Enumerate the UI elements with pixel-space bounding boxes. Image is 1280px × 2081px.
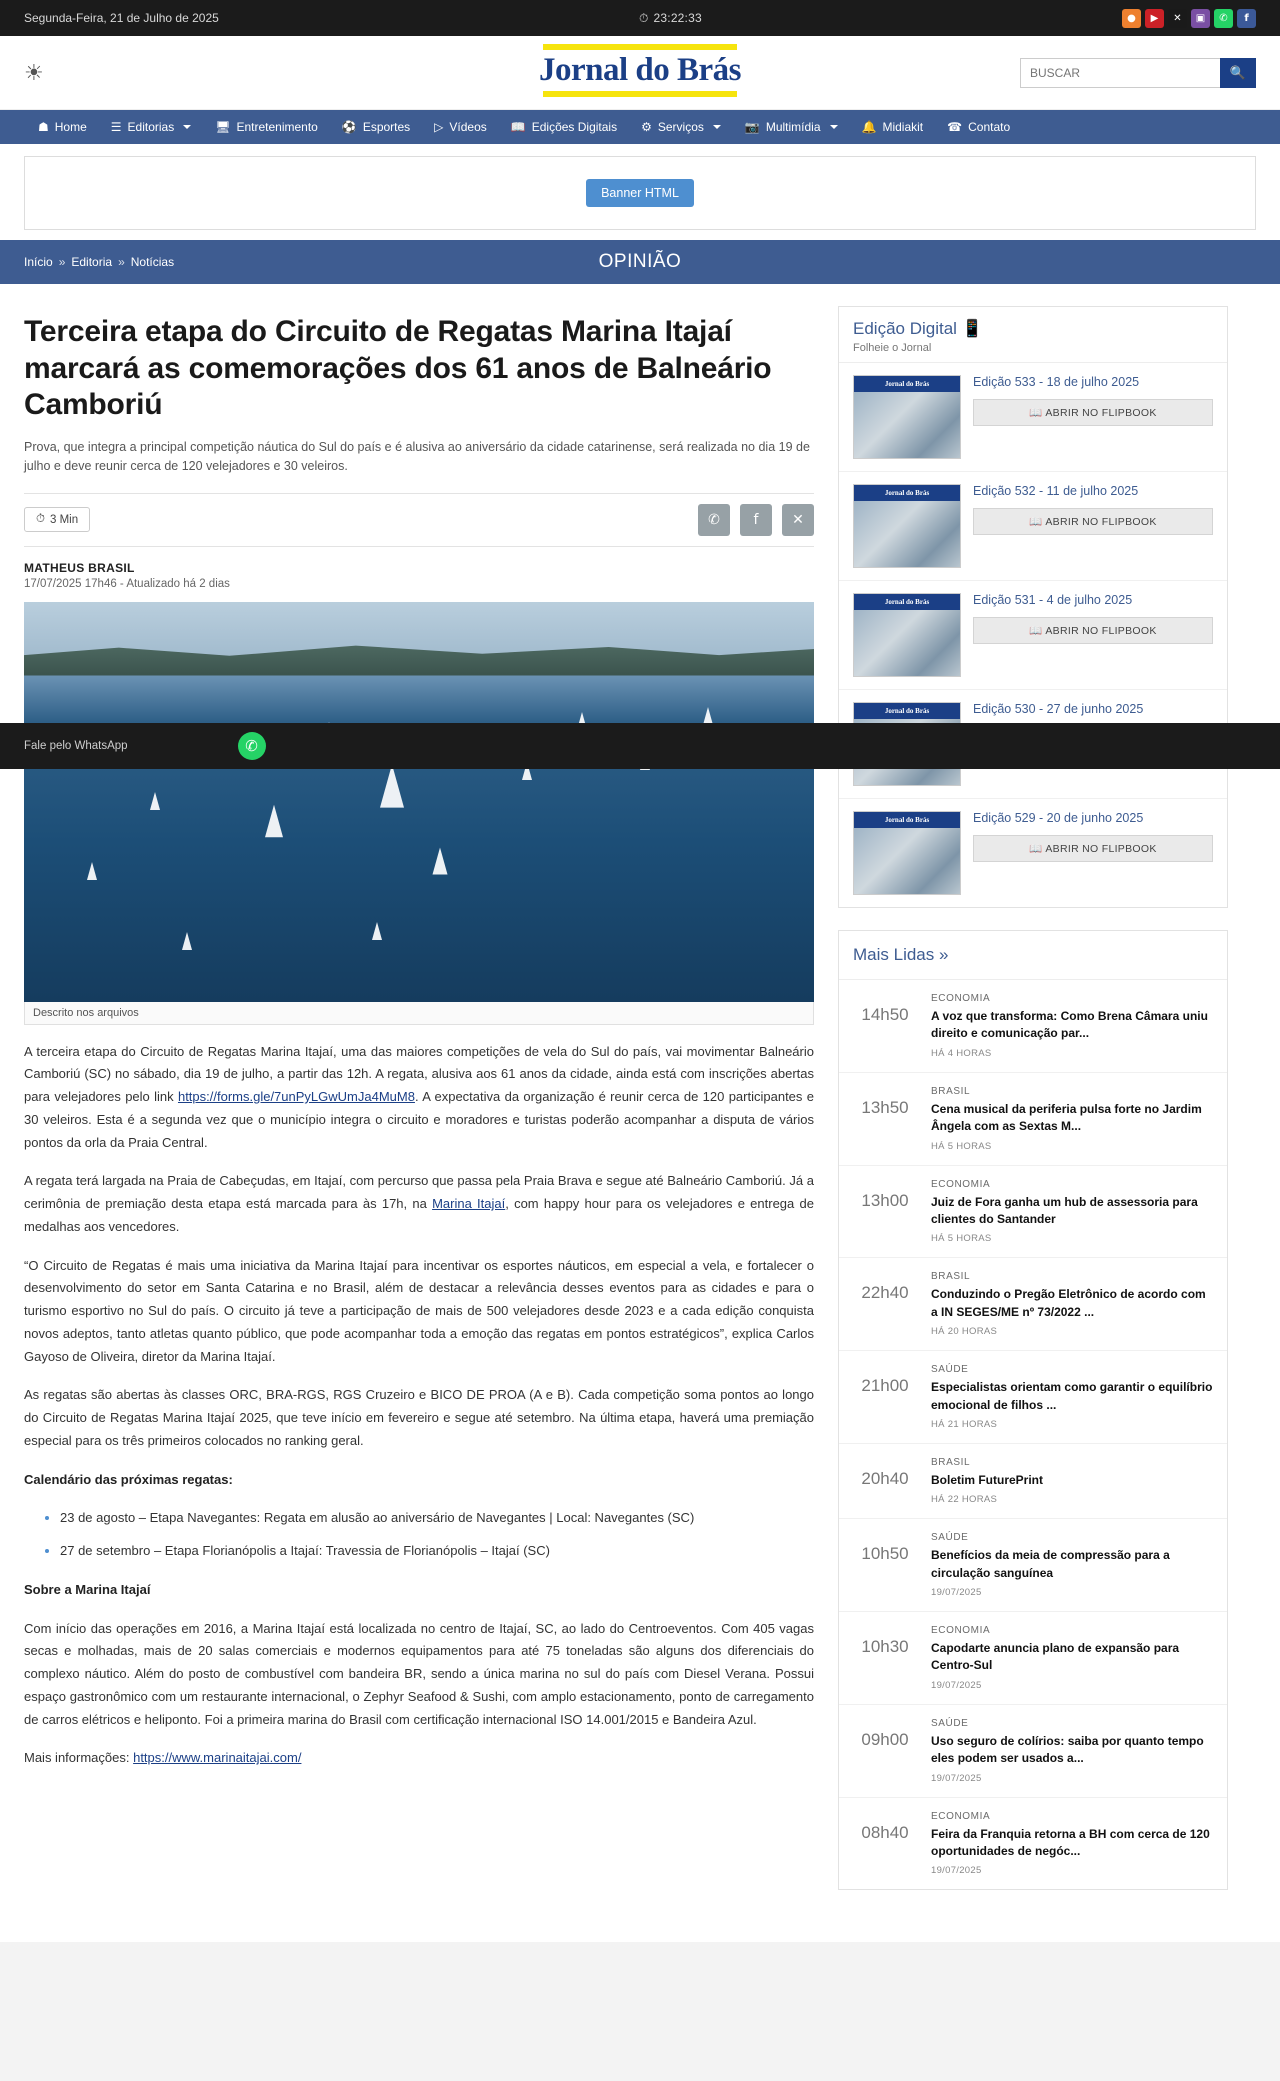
item-ago: HÁ 4 HORAS — [931, 1047, 992, 1059]
list-item[interactable] — [839, 581, 1227, 690]
site-header — [0, 36, 1280, 110]
tv-icon: 🖥 — [215, 120, 231, 134]
article-body — [24, 1041, 814, 1771]
breadcrumb-noticias[interactable]: Notícias — [130, 255, 175, 269]
item-category: ECONOMIA — [931, 1625, 991, 1637]
item-category: ECONOMIA — [931, 1178, 991, 1190]
nav-label: Editorias — [127, 120, 175, 134]
breadcrumb — [24, 255, 174, 269]
nav-item-home[interactable] — [24, 110, 99, 144]
open-flipbook-button[interactable]: 📖 ABRIR NO FLIPBOOK — [973, 835, 1213, 862]
x-share-button[interactable]: ✕ — [782, 504, 814, 536]
sailboat-icon — [380, 764, 404, 807]
open-flipbook-button[interactable]: 📖 ABRIR NO FLIPBOOK — [973, 399, 1213, 426]
item-body — [931, 1532, 1213, 1598]
sidebar — [838, 306, 1228, 1912]
list-item[interactable] — [839, 980, 1227, 1073]
sailboat-icon — [372, 922, 382, 940]
list-item[interactable] — [839, 1166, 1227, 1259]
item-category: SAÚDE — [931, 1717, 969, 1729]
clock — [219, 11, 1122, 26]
section-bar — [0, 240, 1280, 284]
item-title: Capodarte anuncia plano de expansão para Centro-Sul — [931, 1641, 1180, 1673]
article-paragraph: A regata terá largada na Praia de Cabeçudas, em Itajaí, com percurso que passa pela Praia Brava e segue até Balneário Camboriú. Já a cerimônia de premiação desta etapa está marcada para às 17h, na Marina Itajaí, com happy hour para os velejadores e entrega de medalhas aos vencedores. — [24, 1173, 814, 1234]
edition-info — [973, 484, 1213, 568]
nav-item-editorias[interactable] — [99, 110, 203, 144]
item-time: 21h00 — [861, 1376, 909, 1396]
item-time: 22h40 — [861, 1283, 909, 1303]
figure-caption: Descrito nos arquivos — [24, 1002, 814, 1025]
mobile-icon: 📱 — [961, 319, 983, 338]
about-heading-text: Sobre a Marina Itajaí — [24, 1581, 151, 1597]
thumb-masthead: Jornal do Brás — [854, 594, 960, 610]
item-ago: 19/07/2025 — [931, 1772, 982, 1784]
search-icon: 🔍 — [1229, 64, 1247, 80]
list-item: • 23 de agosto – Etapa Navegantes: Regata em alusão ao aniversário de Navegantes | Local: Navegantes (SC) — [60, 1507, 814, 1530]
thumb-image — [854, 610, 960, 676]
nav-item-entretenimento[interactable] — [203, 110, 330, 144]
sailboat-icon — [87, 862, 97, 880]
clock-icon: ⏱ — [36, 513, 45, 526]
list-item[interactable] — [839, 1612, 1227, 1705]
main-nav — [0, 110, 1280, 144]
edition-title: Edição 532 - 11 de julho 2025 — [973, 484, 1139, 498]
nav-item-esportes[interactable] — [330, 110, 422, 144]
banner-box — [24, 156, 1256, 230]
article-paragraph: A terceira etapa do Circuito de Regatas Marina Itajaí, uma das maiores competições de vela do Sul do país, vai movimentar Balneário Camboriú (SC) no sábado, dia 19 de julho, a partir das 12h. A regata, alusiva aos 61 anos da cidade, ainda está com inscrições abertas para velejadores pelo link https://forms.gle/7unPyLGwUmJa4MuM8. A expectativa da organização é reunir cerca de 120 participantes e 30 veleiros. Esta é a segunda vez que o município integra o circuito e moradores e turistas poderão acompanhar a disputa de vários pontos da orla da Praia Central. — [24, 1043, 814, 1150]
list-item[interactable] — [839, 1258, 1227, 1351]
digital-edition-title — [853, 319, 1213, 339]
clock-icon: ⏱ — [638, 10, 649, 25]
read-time-badge — [24, 507, 90, 532]
facebook-share-button[interactable]: f — [740, 504, 772, 536]
content-area — [0, 284, 1280, 1942]
list-item[interactable] — [839, 1798, 1227, 1890]
item-ago: HÁ 5 HORAS — [931, 1140, 992, 1152]
item-category: BRASIL — [931, 1085, 971, 1097]
item-time: 13h00 — [861, 1190, 909, 1210]
digital-edition-title-text: Edição Digital — [853, 319, 957, 338]
edition-info — [973, 375, 1213, 459]
chevron-down-icon — [713, 125, 721, 129]
item-body — [931, 1179, 1213, 1245]
ball-icon: ⚽ — [341, 120, 357, 134]
banner-html-button[interactable]: Banner HTML — [586, 179, 694, 207]
breadcrumb-editoria[interactable]: Editoria — [71, 255, 113, 269]
sun-icon[interactable]: ☀ — [24, 59, 44, 85]
item-time: 13h50 — [861, 1097, 909, 1117]
thumb-masthead: Jornal do Brás — [854, 703, 960, 719]
nav-item-edicoes-digitais[interactable] — [499, 110, 629, 144]
whatsapp-floating-bar[interactable] — [0, 723, 1280, 769]
flipbook-label: ABRIR NO FLIPBOOK — [1045, 516, 1157, 528]
item-title: Especialistas orientam como garantir o equilíbrio emocional de filhos ... — [931, 1380, 1213, 1412]
article-paragraph: “O Circuito de Regatas é mais uma iniciativa da Marina Itajaí para incentivar os esportes náuticos, em especial a vela, e fortalecer o desenvolvimento do setor em Santa Catarina e no Brasil, além de destacar a relevância desses eventos para as cidades e para o turismo esportivo no Sul do país. O circuito já teve a participação de mais de 500 velejadores desde 2023 e a cada edição conquista novos adeptos, tanto atletas quanto público, que pode acompanhar toda a emoção das regatas em pontos estratégicos”, explica Carlos Gayoso de Oliveira, diretor da Marina Itajaí. — [24, 1257, 814, 1364]
whatsapp-share-button[interactable]: ✆ — [698, 504, 730, 536]
digital-edition-subtitle: Folheie o Jornal — [853, 342, 932, 354]
edition-thumbnail[interactable] — [853, 593, 961, 677]
item-category: ECONOMIA — [931, 993, 991, 1004]
item-body — [931, 1625, 1213, 1691]
list-item[interactable] — [839, 1444, 1227, 1519]
thumb-image — [854, 501, 960, 567]
nav-item-multimidia[interactable] — [733, 110, 850, 144]
nav-label: Serviços — [657, 120, 704, 134]
more-info — [24, 1747, 814, 1770]
sailboat-icon — [265, 804, 283, 836]
thumb-image — [854, 828, 960, 894]
logo-bar-bottom — [543, 91, 737, 97]
site-logo[interactable] — [0, 44, 1280, 97]
item-body — [931, 1271, 1213, 1337]
item-time: 10h50 — [861, 1544, 909, 1564]
section-title: OPINIÃO — [598, 251, 682, 272]
edition-title: Edição 531 - 4 de julho 2025 — [973, 593, 1133, 607]
more-info-label: Mais informações: — [24, 1750, 134, 1766]
article-paragraph: As regatas são abertas às classes ORC, BRA-RGS, RGS Cruzeiro e BICO DE PROA (A e B). Cada competição soma pontos ao longo do Circuito de Regatas Marina Itajaí 2025, que teve início em fevereiro e segue até setembro. Na última etapa, haverá uma premiação especial para os três primeiros colocados no ranking geral. — [24, 1387, 814, 1448]
facebook-icon[interactable]: f — [1237, 9, 1256, 28]
item-category: SAÚDE — [931, 1532, 969, 1544]
item-category: ECONOMIA — [931, 1810, 991, 1822]
read-time-label: 3 Min — [49, 513, 79, 526]
calendar-list — [42, 1507, 814, 1563]
item-category: BRASIL — [931, 1456, 971, 1468]
item-ago: 19/07/2025 — [931, 1679, 982, 1691]
item-title: Feira da Franquia retorna a BH com cerca de 120 oportunidades de negóc... — [931, 1826, 1210, 1859]
item-title: Cena musical da periferia pulsa forte no Jardim Ângela com as Sextas M... — [931, 1101, 1202, 1134]
phone-icon: ☎ — [947, 120, 963, 134]
edition-thumbnail[interactable] — [853, 375, 961, 459]
list-item[interactable] — [839, 363, 1227, 472]
marina-link[interactable]: Marina Itajaí — [432, 1196, 506, 1212]
article-meta — [24, 493, 814, 547]
nav-label: Entretenimento — [236, 120, 318, 134]
whatsapp-icon[interactable]: ✆ — [1214, 9, 1233, 28]
banner-area — [0, 144, 1280, 240]
article-title: Terceira etapa do Circuito de Regatas Marina Itajaí marcará as comemorações dos 61 anos de Balneário Camboriú — [24, 315, 772, 422]
breadcrumb-separator: » — [118, 255, 125, 269]
nav-label: Home — [54, 120, 87, 134]
edition-title: Edição 533 - 18 de julho 2025 — [973, 375, 1140, 389]
list-item: • 27 de setembro – Etapa Florianópolis a Itajaí: Travessia de Florianópolis – Itajaí (SC) — [60, 1540, 814, 1563]
item-body — [931, 1364, 1213, 1430]
sailboat-icon — [703, 707, 713, 725]
nav-item-contato[interactable] — [935, 110, 1022, 144]
item-title: Benefícios da meia de compressão para a circulação sanguínea — [931, 1548, 1170, 1580]
nav-item-servicos[interactable] — [629, 110, 733, 144]
inscription-link[interactable]: https://forms.gle/7unPyLGwUmJa4MuM8 — [177, 1089, 415, 1105]
open-flipbook-button[interactable]: 📖 ABRIR NO FLIPBOOK — [973, 508, 1213, 535]
item-ago: 19/07/2025 — [931, 1865, 982, 1877]
digital-edition-card — [838, 306, 1228, 908]
edition-info — [973, 811, 1213, 895]
breadcrumb-inicio[interactable]: Início — [24, 255, 53, 269]
share-buttons — [698, 504, 814, 536]
chevron-down-icon — [183, 125, 191, 129]
rss-icon[interactable]: ● — [1122, 9, 1141, 28]
sailboat-icon — [182, 932, 192, 950]
thumb-masthead: Jornal do Brás — [854, 485, 960, 501]
nav-label: Contato — [968, 120, 1011, 134]
item-ago: HÁ 5 HORAS — [931, 1233, 992, 1245]
about-paragraph: Com início das operações em 2016, a Marina Itajaí está localizada no centro de Itajaí, SC, ao lado do Centroeventos. Com 405 vagas secas e molhadas, mais de 20 salas comerciais e modernos equipamentos para até 75 toneladas são alguns dos diferenciais do complexo náutico. Além do posto de combustível com bandeira BR, sendo a única marina no sul do país com Diesel Verana. Possui espaço gastronômico com um restaurante internacional, o Zephyr Seafood & Sushi, com amplo estacionamento, ponto de carregamento de carros elétricos e heliponto. Foi a primeira marina do Brasil com certificação internacional ISO 14.001/2015 e Bandeira Azul. — [24, 1620, 814, 1727]
item-category: SAÚDE — [931, 1364, 969, 1376]
about-heading — [24, 1579, 814, 1602]
item-ago: 19/07/2025 — [931, 1587, 982, 1599]
book-icon: 📖 — [510, 120, 526, 134]
flipbook-label: ABRIR NO FLIPBOOK — [1045, 407, 1157, 419]
marina-site-link[interactable]: https://www.marinaitajai.com/ — [133, 1750, 302, 1766]
thumb-masthead: Jornal do Brás — [854, 376, 960, 392]
top-bar — [0, 0, 1280, 36]
flipbook-label: ABRIR NO FLIPBOOK — [1045, 843, 1157, 855]
youtube-icon[interactable]: ▶ — [1145, 9, 1164, 28]
item-ago: HÁ 22 HORAS — [931, 1494, 998, 1506]
sailboat-icon — [150, 792, 160, 810]
calendar-heading — [24, 1469, 814, 1492]
nav-label: Multimídia — [765, 120, 821, 134]
nav-label: Esportes — [362, 120, 411, 134]
article-image — [24, 602, 814, 1002]
item-ago: HÁ 21 HORAS — [931, 1418, 998, 1430]
list-item[interactable] — [839, 1073, 1227, 1166]
current-date: Segunda-Feira, 21 de Julho de 2025 — [24, 11, 219, 25]
whatsapp-bar-label: Fale pelo WhatsApp — [24, 740, 128, 752]
nav-label: Vídeos — [449, 120, 487, 134]
item-body — [931, 1718, 1213, 1784]
most-read-title[interactable]: Mais Lidas » — [839, 931, 1227, 980]
open-flipbook-button[interactable]: 📖 ABRIR NO FLIPBOOK — [973, 617, 1213, 644]
article-subtitle: Prova, que integra a principal competição náutica do Sul do país e é alusiva ao aniversário da cidade catarinense, será realizada no dia 19 de julho e deve reunir cerca de 120 velejadores e 30 veleiros. — [24, 439, 810, 474]
article-author: MATHEUS BRASIL — [24, 560, 135, 575]
item-time: 10h30 — [861, 1637, 909, 1657]
list-item[interactable] — [839, 1519, 1227, 1612]
article-date: 17/07/2025 17h46 - Atualizado há 2 dias — [24, 577, 230, 590]
item-body — [931, 993, 1213, 1059]
play-icon: ▷ — [434, 120, 444, 134]
home-icon: ☗ — [38, 120, 49, 134]
nav-label: Midiakit — [882, 120, 924, 134]
most-read-card — [838, 930, 1228, 1890]
breadcrumb-separator: » — [58, 255, 66, 269]
list-item[interactable] — [839, 1351, 1227, 1444]
edition-title: Edição 529 - 20 de junho 2025 — [973, 811, 1144, 825]
article-figure — [24, 602, 814, 1025]
whatsapp-icon[interactable]: ✆ — [238, 732, 266, 760]
item-title: Juiz de Fora ganha um hub de assessoria para clientes do Santander — [931, 1194, 1198, 1226]
nav-label: Edições Digitais — [531, 120, 618, 134]
edition-info — [973, 593, 1213, 677]
bell-icon: 🔔 — [861, 120, 877, 134]
item-title: Uso seguro de colírios: saiba por quanto tempo eles podem ser usados a... — [931, 1733, 1204, 1766]
item-time: 14h50 — [861, 1005, 909, 1024]
calendar-heading-text: Calendário das próximas regatas: — [24, 1471, 233, 1487]
list-item[interactable] — [839, 472, 1227, 581]
item-body — [931, 1457, 1043, 1505]
list-item[interactable] — [839, 799, 1227, 907]
item-time: 09h00 — [861, 1729, 909, 1749]
thumb-image — [854, 392, 960, 458]
item-title: Conduzindo o Pregão Eletrônico de acordo com a IN SEGES/ME nº 73/2022 ... — [931, 1287, 1206, 1319]
item-category: BRASIL — [931, 1271, 971, 1283]
list-icon: ☰ — [110, 120, 122, 134]
item-ago: HÁ 20 HORAS — [931, 1326, 998, 1338]
item-title: Boletim FuturePrint — [931, 1472, 1044, 1487]
x-twitter-icon[interactable]: ✕ — [1168, 9, 1187, 28]
sailboat-icon — [432, 847, 447, 874]
item-title: A voz que transforma: Como Brena Câmara uniu direito e comunicação par... — [931, 1009, 1208, 1041]
camera-icon: 📷 — [744, 120, 760, 134]
edition-thumbnail[interactable] — [853, 484, 961, 568]
article-column — [24, 306, 814, 1786]
gear-icon: ⚙ — [641, 120, 652, 134]
thumb-masthead: Jornal do Brás — [854, 812, 960, 828]
item-body — [931, 1811, 1213, 1877]
instagram-icon[interactable]: ▣ — [1191, 9, 1210, 28]
digital-edition-header — [839, 307, 1227, 363]
flipbook-label: ABRIR NO FLIPBOOK — [1045, 625, 1157, 637]
chevron-down-icon — [830, 125, 838, 129]
item-time: 08h40 — [861, 1822, 909, 1842]
clock-time: 23:22:33 — [653, 10, 702, 25]
nav-item-midiakit[interactable] — [850, 110, 936, 144]
item-body — [931, 1086, 1213, 1152]
list-item[interactable] — [839, 1705, 1227, 1798]
item-time: 20h40 — [861, 1468, 909, 1488]
logo-text: Jornal do Brás — [538, 52, 742, 88]
edition-title: Edição 530 - 27 de junho 2025 — [973, 702, 1144, 716]
nav-item-videos[interactable] — [422, 110, 499, 144]
social-links — [1122, 9, 1256, 28]
edition-thumbnail[interactable] — [853, 811, 961, 895]
